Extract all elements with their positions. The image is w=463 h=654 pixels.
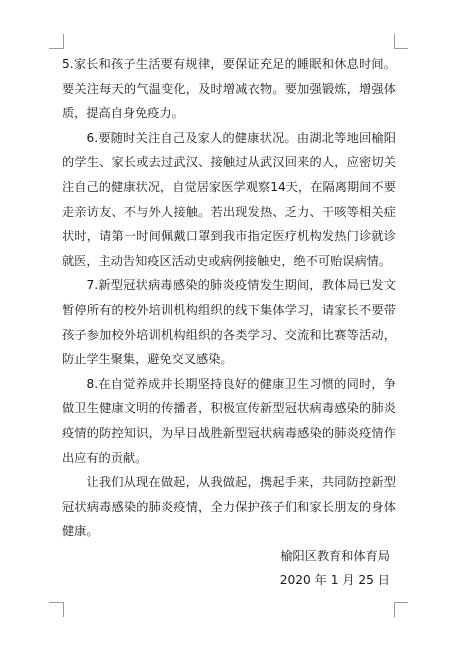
document-body [62, 52, 396, 593]
paragraph-item-7: 7.新型冠状病毒感染的肺炎疫情发生期间，教体局已发文暂停所有的校外培训机构组织的线下集体学习，请家长不要带孩子参加校外培训机构组织的各类学习、交流和比赛等活动，防止学生聚集，避免交叉感染。 [62, 278, 396, 367]
signature-organization: 榆阳区教育和体育局 [280, 548, 390, 563]
signature-date: 2020 年 1 月 25 日 [279, 573, 390, 588]
paragraph-item-5: 5.家长和孩子生活要有规律，要保证充足的睡眠和休息时间。要关注每天的气温变化，及时增减衣物。要加强锻炼，增强体质，提高自身免疫力。 [62, 57, 396, 121]
paragraph-closing: 让我们从现在做起，从我做起，携起手来，共同防控新型冠状病毒感染的肺炎疫情，全力保护孩子们和家长朋友的身体健康。 [62, 475, 396, 539]
paragraph-item-8: 8.在自觉养成并长期坚持良好的健康卫生习惯的同时，争做卫生健康文明的传播者，积极宣传新型冠状病毒感染的肺炎疫情的防控知识，为早日战胜新型冠状病毒感染的肺炎疫情作出应有的贡献。 [62, 376, 396, 465]
paragraph-item-6: 6.要随时关注自己及家人的健康状况。由湖北等地回榆阳的学生、家长或去过武汉、接触过从武汉回来的人，应密切关注自己的健康状况，自觉居家医学观察14天，在隔离期间不要走亲访友、不与外人接触。若出现发热、乏力、干咳等相关症状时，请第一时间佩戴口罩到我市指定医疗机构发热门诊就诊就医，主动告知疫区活动史或病例接触史，绝不可贻误病情。 [62, 130, 396, 268]
